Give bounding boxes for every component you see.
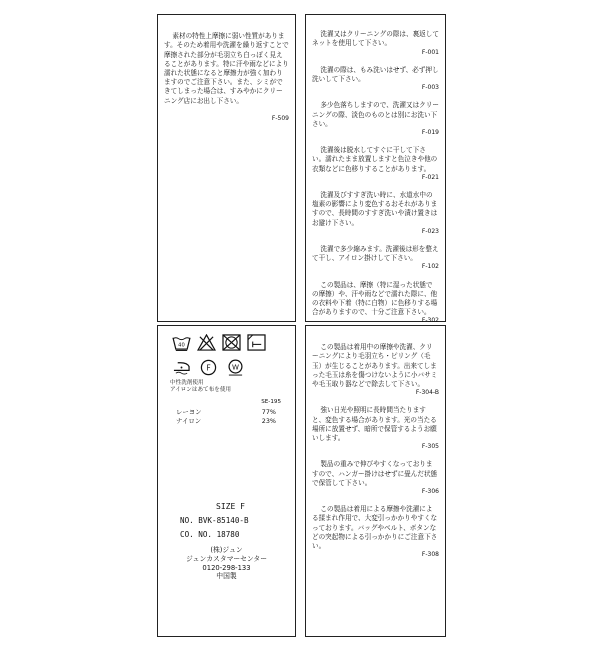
care-label-neutral-detergent: 中性洗剤使用: [170, 380, 204, 386]
care-note: 洗濯又はクリーニングの際は、裏返してネットを使用して下さい。: [312, 30, 439, 48]
care-note: この製品は着用による摩擦や洗濯による揉まれ作用で、大変引っかかりやすくなっております。バッグやベルト、ボタンなどの突起物による引っかかりにご注意下さい。: [312, 505, 438, 551]
care-note-code: F-302: [421, 317, 439, 325]
care-note-code: F-019: [421, 129, 439, 137]
caution-code: F-509: [271, 115, 289, 123]
care-label-iron-cloth: アイロンはあて布を使用: [170, 387, 232, 394]
care-symbols-row-1: [172, 334, 266, 351]
caution-text-block: [164, 23, 289, 141]
co-number: CO. NO. 18780: [180, 530, 240, 539]
dry-clean-f-icon: [199, 359, 218, 376]
care-note: 洗濯で多少縮みます。洗濯後は形を整えて干し、アイロン掛けして下さい。: [312, 245, 439, 263]
label-panel-bottom-left: [157, 325, 296, 637]
care-note: この製品は、摩擦（特に湿った状態での摩擦）や、汗や雨などで濡れた際に、他の衣料や下着（特に白物）に色移りする場合がありますので、十分ご注意下さい。: [312, 280, 438, 317]
svg-text:40: 40: [178, 342, 185, 349]
care-instructions: [170, 380, 231, 395]
care-note-code: F-102: [421, 263, 439, 271]
care-symbols-row-2: [172, 359, 245, 376]
fiber-name: ナイロン: [176, 416, 202, 425]
iron-low-cloth-icon: [172, 359, 191, 376]
fiber-percent: 23%: [261, 416, 276, 425]
label-panel-bottom-right: [305, 325, 446, 637]
maker-info: [158, 546, 295, 581]
care-note-code: F-001: [421, 48, 439, 56]
care-note: 多少色落ちしますので、洗濯又はクリーニングの際、淡色のものとは別にお洗い下さい。: [312, 101, 439, 128]
label-panel-top-right: [305, 14, 446, 325]
line-dry-shade-icon: [247, 334, 266, 351]
care-note-code: F-306: [421, 488, 439, 496]
care-notes-block: [312, 334, 439, 578]
care-code: SE-195: [261, 399, 281, 405]
fiber-name: レーヨン: [176, 408, 202, 416]
care-note: 洗濯及びすすぎ洗い時に、水道水中の塩素の影響により変色するおそれがありますので、長時間のすすぎ洗いや漬け置きはお避け下さい。: [312, 191, 438, 227]
care-note-code: F-023: [421, 227, 439, 235]
size-label: SIZE F: [216, 502, 245, 511]
fiber-row: [176, 417, 276, 426]
fiber-percent: 77%: [261, 408, 276, 416]
care-note: 製品の重みで伸びやすくなっておりますので、ハンガー掛けはせずに畳んだ状態で保管して下さい。: [312, 460, 438, 487]
maker-phone: 0120-298-133: [202, 563, 251, 572]
wet-clean-w-icon: [226, 359, 245, 376]
no-tumble-dry-icon: [222, 334, 241, 351]
care-note: この製品は着用中の摩擦や洗濯、クリーニングにより毛羽立ち・ピリング（毛玉）が生じることがあります。出来てしまった毛玉は糸を傷つけないように小バサミや毛玉取り器などで除去して下さい。: [312, 343, 438, 389]
care-note: 強い日光や照明に長時間当たりますと、変色する場合があります。光の当たる場所に放置せず、暗所で保管するようお願いします。: [312, 406, 437, 443]
care-note: 洗濯後は脱水してすぐに干して下さい。濡れたまま放置しますと色泣きや他の衣類などに色移りすることがあります。: [312, 146, 438, 173]
product-number: NO. BVK-85140-B: [180, 516, 249, 525]
svg-text:F: F: [206, 363, 211, 373]
care-note-code: F-305: [421, 443, 439, 451]
care-note-code: F-021: [421, 173, 439, 181]
maker-center: ジュンカスタマーセンター: [185, 554, 268, 563]
care-notes-block: [312, 21, 439, 344]
care-note: 洗濯の際は、もみ洗いはせず、必ず押し洗いして下さい。: [312, 65, 439, 84]
care-note-code: F-003: [421, 84, 439, 92]
wash-tub-40-neutral-icon: [172, 334, 191, 351]
caution-text: 素材の特性上摩擦に弱い性質があります。そのため着用や洗濯を繰り返すことで摩擦された部分が毛羽立ち白っぽく見えることがあります。特に汗や雨などにより濡れた状態になると摩擦力が強く加わりますのでご注意下さい。また、シミができてしまった場合は、すみやかにクリーニング店にお出し下さい。: [164, 32, 289, 105]
svg-text:W: W: [232, 362, 239, 372]
fiber-composition: [176, 408, 276, 425]
country-of-origin: 中国製: [216, 572, 237, 581]
care-note-code: F-304-B: [415, 389, 439, 397]
fiber-row: [176, 408, 276, 417]
label-panel-top-left: [157, 14, 296, 322]
no-bleach-icon: [197, 334, 216, 351]
maker-company: (株)ジュン: [210, 546, 243, 554]
care-note-code: F-308: [421, 551, 439, 559]
